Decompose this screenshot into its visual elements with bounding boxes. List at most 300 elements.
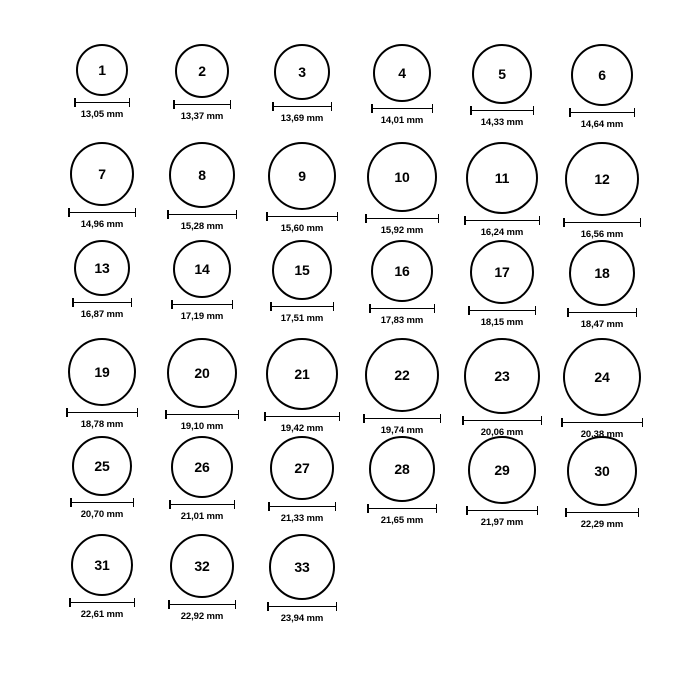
ring-holder: [272, 240, 332, 300]
measure-bar: [266, 212, 338, 221]
ring-holder: [472, 44, 532, 104]
ring-number: 8: [198, 167, 206, 183]
measure-line: [72, 302, 132, 304]
ring-circle: [272, 240, 332, 300]
measure-bar: [569, 108, 635, 117]
measure-line: [268, 506, 336, 508]
measure-tick-left: [74, 98, 76, 107]
measure-tick-left: [72, 298, 74, 307]
ring-circle: [269, 534, 335, 600]
ring-circle: [470, 240, 534, 304]
ring-cell: [152, 534, 252, 632]
ring-diameter-label: 17,19 mm: [180, 311, 224, 322]
ring-diameter-label: 16,56 mm: [580, 229, 624, 240]
ring-diameter-label: 14,33 mm: [480, 117, 524, 128]
measure-tick-left: [567, 308, 569, 317]
ring-holder: [466, 142, 538, 214]
measure-bar: [466, 506, 538, 515]
measure-line: [171, 304, 233, 306]
ring-number: 4: [398, 65, 406, 81]
ring-cell: [52, 436, 152, 534]
ring-holder: [70, 142, 134, 206]
measure-tick-right: [336, 602, 338, 611]
ring-holder: [72, 436, 132, 496]
measure-bar: [68, 208, 136, 217]
ring-holder: [464, 338, 540, 414]
measure-tick-left: [70, 498, 72, 507]
ring-circle: [464, 338, 540, 414]
ring-circle: [70, 142, 134, 206]
ring-number: 16: [394, 263, 410, 279]
measure-tick-right: [541, 416, 543, 425]
measure-bar: [365, 214, 439, 223]
ring-diameter-label: 22,29 mm: [580, 519, 624, 530]
ring-number: 31: [94, 557, 110, 573]
measure-line: [363, 418, 441, 420]
ring-cell: [152, 240, 252, 338]
ring-number: 33: [294, 559, 310, 575]
ring-number: 12: [594, 171, 610, 187]
ring-circle: [369, 436, 435, 502]
ring-diameter-label: 18,78 mm: [80, 419, 124, 430]
ring-item: [468, 240, 536, 328]
measure-tick-left: [563, 218, 565, 227]
ring-cell: [152, 436, 252, 534]
ring-item: [69, 534, 135, 620]
measure-tick-left: [363, 414, 365, 423]
ring-holder: [71, 534, 133, 596]
measure-tick-left: [369, 304, 371, 313]
ring-cell: [352, 436, 452, 534]
ring-diameter-label: 18,47 mm: [580, 319, 624, 330]
measure-line: [365, 218, 439, 220]
measure-tick-right: [135, 208, 137, 217]
measure-tick-left: [561, 418, 563, 427]
ring-item: [363, 338, 441, 436]
ring-diameter-label: 13,37 mm: [180, 111, 224, 122]
ring-circle: [268, 142, 336, 210]
measure-bar: [264, 412, 340, 421]
ring-circle: [466, 142, 538, 214]
measure-tick-left: [470, 106, 472, 115]
ring-diameter-label: 21,65 mm: [380, 515, 424, 526]
measure-tick-left: [365, 214, 367, 223]
measure-line: [462, 420, 542, 422]
ring-diameter-label: 13,69 mm: [280, 113, 324, 124]
ring-item: [171, 240, 233, 322]
measure-tick-right: [335, 502, 337, 511]
measure-tick-right: [333, 302, 335, 311]
measure-bar: [363, 414, 441, 423]
ring-circle: [266, 338, 338, 410]
ring-number: 9: [298, 168, 306, 184]
measure-tick-left: [268, 502, 270, 511]
ring-diameter-label: 21,33 mm: [280, 513, 324, 524]
measure-bar: [561, 418, 643, 427]
measure-tick-right: [537, 506, 539, 515]
ring-circle: [270, 436, 334, 500]
measure-line: [272, 106, 332, 108]
ring-number: 10: [394, 169, 410, 185]
ring-number: 24: [594, 369, 610, 385]
measure-tick-right: [533, 106, 535, 115]
ring-diameter-label: 21,97 mm: [480, 517, 524, 528]
ring-holder: [567, 436, 637, 506]
ring-number: 13: [94, 260, 110, 276]
ring-circle: [71, 534, 133, 596]
measure-line: [270, 306, 334, 308]
ring-circle: [563, 338, 641, 416]
ring-cell: [52, 44, 152, 142]
measure-tick-left: [171, 300, 173, 309]
ring-item: [173, 44, 231, 122]
ring-diameter-label: 14,64 mm: [580, 119, 624, 130]
measure-line: [565, 512, 639, 514]
ring-cell: [352, 338, 452, 436]
ring-number: 20: [194, 365, 210, 381]
measure-bar: [270, 302, 334, 311]
ring-number: 17: [494, 264, 510, 280]
ring-number: 18: [594, 265, 610, 281]
ring-holder: [468, 436, 536, 504]
ring-diameter-label: 20,06 mm: [480, 427, 524, 438]
ring-circle: [371, 240, 433, 302]
measure-line: [168, 604, 236, 606]
ring-item: [68, 142, 136, 230]
ring-cell: [452, 44, 552, 142]
measure-tick-right: [236, 210, 238, 219]
measure-tick-left: [68, 208, 70, 217]
measure-line: [569, 112, 635, 114]
measure-tick-left: [66, 408, 68, 417]
measure-bar: [371, 104, 433, 113]
ring-item: [466, 436, 538, 528]
ring-item: [70, 436, 134, 520]
ring-item: [369, 240, 435, 326]
ring-number: 27: [294, 460, 310, 476]
measure-tick-left: [168, 600, 170, 609]
measure-tick-right: [337, 212, 339, 221]
measure-tick-right: [331, 102, 333, 111]
measure-line: [367, 508, 437, 510]
measure-bar: [563, 218, 641, 227]
measure-tick-right: [235, 600, 237, 609]
measure-bar: [173, 100, 231, 109]
ring-item: [266, 142, 338, 234]
measure-bar: [69, 598, 135, 607]
measure-line: [371, 108, 433, 110]
measure-bar: [66, 408, 138, 417]
ring-circle: [76, 44, 128, 96]
ring-item: [470, 44, 534, 128]
ring-cell: [152, 338, 252, 436]
ring-holder: [371, 240, 433, 302]
measure-line: [561, 422, 643, 424]
ring-diameter-label: 18,15 mm: [480, 317, 524, 328]
ring-diameter-label: 20,70 mm: [80, 509, 124, 520]
measure-tick-right: [230, 100, 232, 109]
measure-tick-right: [638, 508, 640, 517]
ring-holder: [563, 338, 641, 416]
measure-tick-right: [134, 598, 136, 607]
measure-tick-right: [438, 214, 440, 223]
measure-line: [264, 416, 340, 418]
measure-bar: [74, 98, 130, 107]
ring-holder: [569, 240, 635, 306]
measure-line: [74, 102, 130, 104]
measure-tick-right: [432, 104, 434, 113]
ring-number: 1: [98, 62, 106, 78]
ring-holder: [173, 240, 231, 298]
ring-cell: [452, 436, 552, 534]
ring-circle: [167, 338, 237, 408]
ring-diameter-label: 16,87 mm: [80, 309, 124, 320]
ring-cell: [252, 44, 352, 142]
measure-line: [173, 104, 231, 106]
measure-tick-left: [167, 210, 169, 219]
measure-tick-left: [466, 506, 468, 515]
ring-number: 28: [394, 461, 410, 477]
ring-holder: [365, 338, 439, 412]
measure-line: [563, 222, 641, 224]
ring-item: [169, 436, 235, 522]
ring-cell: [552, 44, 652, 142]
measure-bar: [171, 300, 233, 309]
ring-circle: [367, 142, 437, 212]
ring-holder: [68, 338, 136, 406]
measure-bar: [165, 410, 239, 419]
ring-number: 25: [94, 458, 110, 474]
ring-circle: [68, 338, 136, 406]
measure-tick-right: [440, 414, 442, 423]
ring-item: [365, 142, 439, 236]
ring-circle: [173, 240, 231, 298]
ring-circle: [274, 44, 330, 100]
ring-item: [66, 338, 138, 430]
ring-grid: [52, 44, 652, 632]
measure-tick-left: [270, 302, 272, 311]
ring-holder: [171, 436, 233, 498]
ring-holder: [565, 142, 639, 216]
ring-circle: [565, 142, 639, 216]
ring-diameter-label: 15,60 mm: [280, 223, 324, 234]
ring-item: [569, 44, 635, 130]
ring-cell: [52, 338, 152, 436]
ring-number: 29: [494, 462, 510, 478]
ring-cell: [452, 240, 552, 338]
ring-circle: [567, 436, 637, 506]
ring-diameter-label: 16,24 mm: [480, 227, 524, 238]
ring-cell: [152, 44, 252, 142]
measure-tick-left: [267, 602, 269, 611]
measure-line: [464, 220, 540, 222]
measure-bar: [167, 210, 237, 219]
ring-number: 11: [494, 170, 510, 186]
ring-item: [167, 142, 237, 232]
measure-bar: [267, 602, 337, 611]
ring-item: [464, 142, 540, 238]
ring-holder: [269, 534, 335, 600]
ring-number: 15: [294, 262, 310, 278]
measure-tick-left: [169, 500, 171, 509]
ring-cell: [352, 44, 452, 142]
ring-holder: [167, 338, 237, 408]
measure-bar: [464, 216, 540, 225]
measure-tick-right: [535, 306, 537, 315]
measure-tick-right: [129, 98, 131, 107]
ring-item: [268, 436, 336, 524]
ring-item: [272, 44, 332, 124]
ring-circle: [472, 44, 532, 104]
measure-tick-right: [436, 504, 438, 513]
measure-tick-right: [234, 500, 236, 509]
ring-item: [371, 44, 433, 126]
measure-bar: [72, 298, 132, 307]
ring-number: 14: [194, 261, 210, 277]
measure-tick-right: [642, 418, 644, 427]
ring-diameter-label: 13,05 mm: [80, 109, 124, 120]
ring-diameter-label: 21,01 mm: [180, 511, 224, 522]
ring-diameter-label: 22,92 mm: [180, 611, 224, 622]
measure-bar: [70, 498, 134, 507]
measure-tick-left: [462, 416, 464, 425]
ring-holder: [367, 142, 437, 212]
measure-tick-right: [339, 412, 341, 421]
ring-circle: [365, 338, 439, 412]
ring-number: 2: [198, 63, 206, 79]
ring-diameter-label: 19,42 mm: [280, 423, 324, 434]
ring-diameter-label: 20,38 mm: [580, 429, 624, 440]
measure-bar: [468, 306, 536, 315]
measure-bar: [470, 106, 534, 115]
ring-holder: [170, 534, 234, 598]
ring-circle: [169, 142, 235, 208]
ring-diameter-label: 15,92 mm: [380, 225, 424, 236]
ring-item: [565, 436, 639, 530]
ring-holder: [270, 436, 334, 500]
measure-tick-left: [569, 108, 571, 117]
ring-holder: [169, 142, 235, 208]
measure-line: [169, 504, 235, 506]
measure-bar: [367, 504, 437, 513]
ring-diameter-label: 19,74 mm: [380, 425, 424, 436]
ring-diameter-label: 14,01 mm: [380, 115, 424, 126]
ring-cell: [152, 142, 252, 240]
ring-cell: [252, 534, 352, 632]
ring-cell: [52, 142, 152, 240]
ring-cell: [52, 534, 152, 632]
ring-holder: [470, 240, 534, 304]
ring-item: [74, 44, 130, 120]
ring-circle: [468, 436, 536, 504]
measure-line: [66, 412, 138, 414]
measure-bar: [272, 102, 332, 111]
measure-line: [470, 110, 534, 112]
ring-number: 7: [98, 166, 106, 182]
ring-number: 22: [394, 367, 410, 383]
ring-item: [561, 338, 643, 440]
measure-line: [165, 414, 239, 416]
measure-bar: [565, 508, 639, 517]
ring-item: [267, 534, 337, 624]
ring-holder: [274, 44, 330, 100]
ring-cell: [552, 338, 652, 440]
measure-line: [468, 310, 536, 312]
ring-diameter-label: 22,61 mm: [80, 609, 124, 620]
ring-number: 6: [598, 67, 606, 83]
ring-holder: [266, 338, 338, 410]
ring-cell: [552, 240, 652, 338]
ring-circle: [373, 44, 431, 102]
ring-circle: [571, 44, 633, 106]
ring-holder: [268, 142, 336, 210]
ring-cell: [352, 142, 452, 240]
ring-item: [563, 142, 641, 240]
measure-tick-right: [238, 410, 240, 419]
ring-cell: [452, 338, 552, 436]
measure-bar: [567, 308, 637, 317]
ring-holder: [74, 240, 130, 296]
measure-tick-right: [634, 108, 636, 117]
measure-tick-left: [165, 410, 167, 419]
measure-tick-left: [69, 598, 71, 607]
ring-number: 5: [498, 66, 506, 82]
measure-tick-right: [131, 298, 133, 307]
ring-item: [72, 240, 132, 320]
measure-bar: [462, 416, 542, 425]
measure-bar: [369, 304, 435, 313]
measure-tick-left: [464, 216, 466, 225]
ring-number: 23: [494, 368, 510, 384]
ring-cell: [252, 338, 352, 436]
measure-line: [466, 510, 538, 512]
ring-number: 32: [194, 558, 210, 574]
ring-cell: [552, 436, 652, 534]
measure-line: [369, 308, 435, 310]
measure-tick-left: [565, 508, 567, 517]
ring-cell: [52, 240, 152, 338]
measure-tick-left: [266, 212, 268, 221]
ring-cell: [252, 240, 352, 338]
measure-tick-right: [137, 408, 139, 417]
measure-tick-left: [468, 306, 470, 315]
ring-item: [264, 338, 340, 434]
ring-diameter-label: 15,28 mm: [180, 221, 224, 232]
measure-tick-left: [272, 102, 274, 111]
measure-tick-left: [264, 412, 266, 421]
measure-line: [68, 212, 136, 214]
ring-circle: [569, 240, 635, 306]
ring-diameter-label: 23,94 mm: [280, 613, 324, 624]
measure-line: [69, 602, 135, 604]
measure-bar: [169, 500, 235, 509]
measure-tick-right: [232, 300, 234, 309]
measure-tick-right: [133, 498, 135, 507]
ring-circle: [170, 534, 234, 598]
ring-cell: [552, 142, 652, 240]
ring-cell: [452, 142, 552, 240]
ring-item: [168, 534, 236, 622]
ring-circle: [171, 436, 233, 498]
measure-tick-right: [636, 308, 638, 317]
ring-item: [165, 338, 239, 432]
measure-line: [70, 502, 134, 504]
ring-item: [462, 338, 542, 438]
ring-diameter-label: 17,83 mm: [380, 315, 424, 326]
ring-holder: [175, 44, 229, 98]
ring-number: 21: [294, 366, 310, 382]
ring-number: 19: [94, 364, 110, 380]
